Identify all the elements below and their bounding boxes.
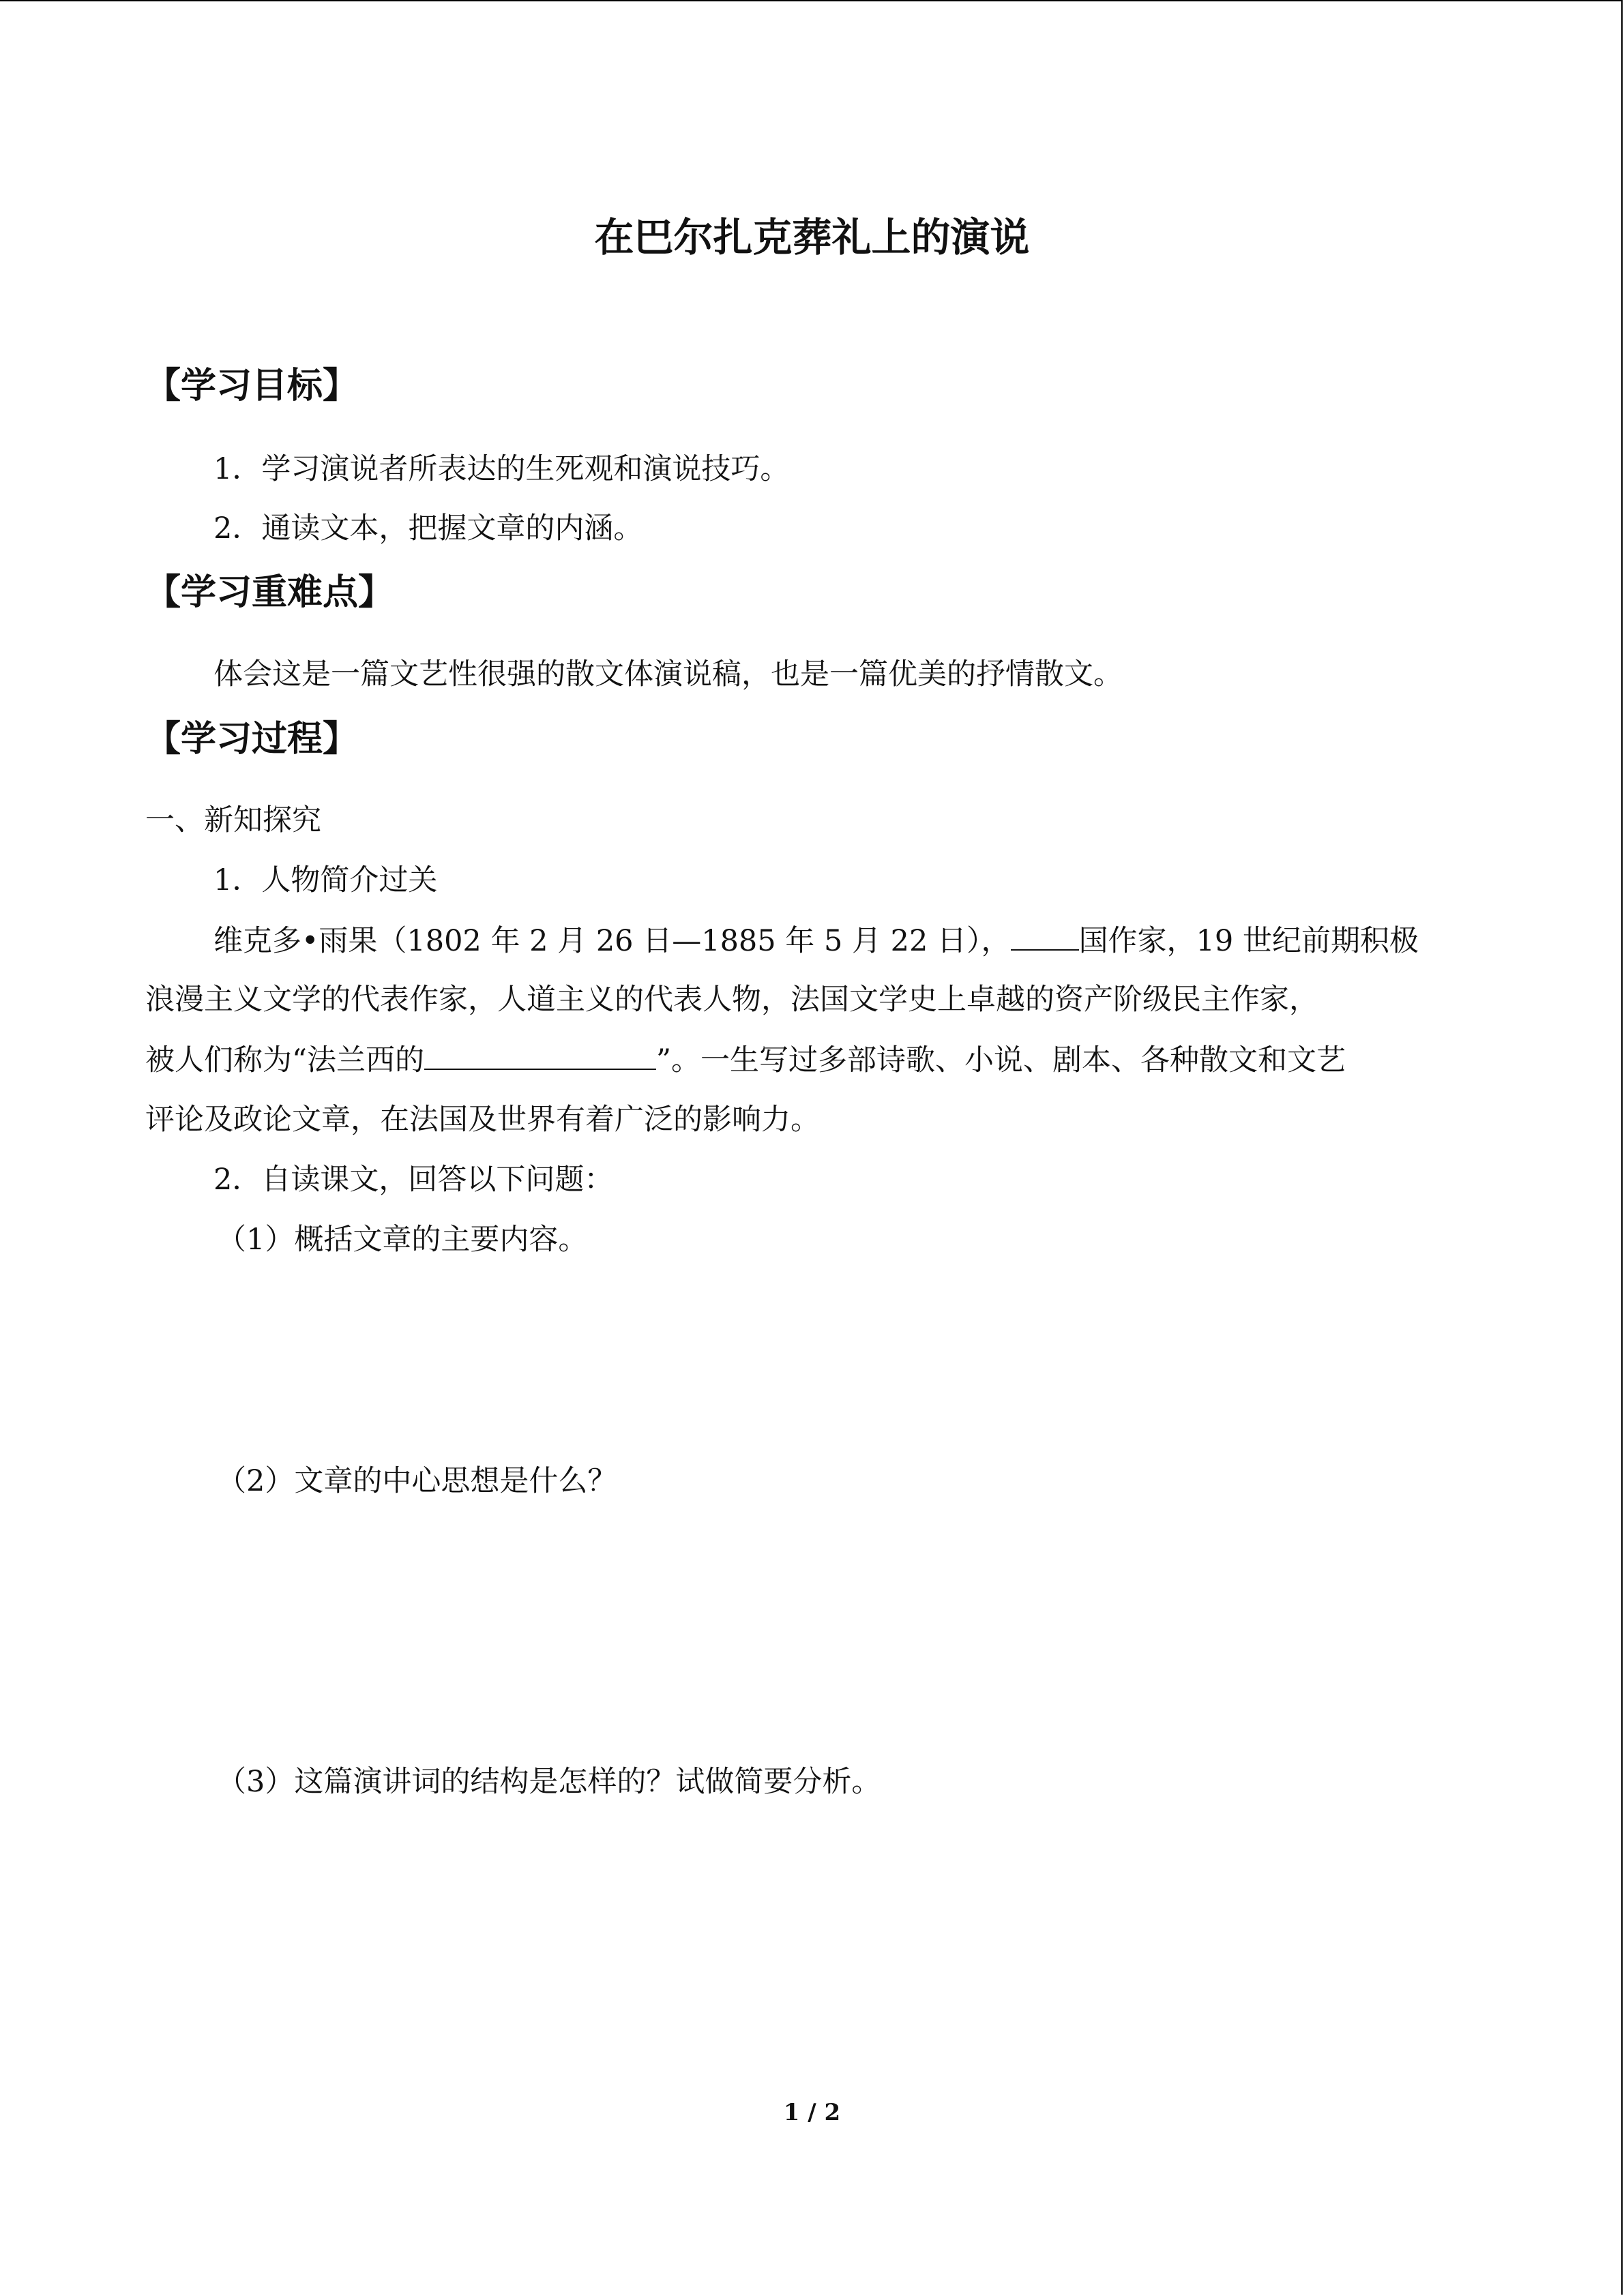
- question-1: （1）概括文章的主要内容。: [217, 1223, 588, 1257]
- bio-line-3-after: ”。一生写过多部诗歌、小说、剧本、各种散文和文艺: [655, 1043, 1346, 1077]
- objective-item-1: 1．学习演说者所表达的生死观和演说技巧。: [213, 452, 790, 486]
- part1-title: 一、新知探究: [145, 803, 321, 837]
- bio-line-3: [145, 1039, 1346, 1081]
- item1-title: 1．人物简介过关: [213, 863, 438, 897]
- objective-item-2: 2．通读文本，把握文章的内涵。: [213, 511, 643, 546]
- bio-line-1-after: 国作家，19 世纪前期积极: [1078, 924, 1419, 958]
- key-points-heading: 【学习重难点】: [145, 572, 394, 613]
- title-blank[interactable]: [424, 1039, 656, 1070]
- item2-title: 2．自读课文，回答以下问题：: [213, 1163, 614, 1197]
- bio-line-4: 评论及政论文章，在法国及世界有着广泛的影响力。: [145, 1103, 820, 1137]
- process-heading: 【学习过程】: [145, 719, 359, 760]
- question-3: （3）这篇演讲词的结构是怎样的？试做简要分析。: [217, 1765, 881, 1799]
- document-title: 在巴尔扎克葬礼上的演说: [594, 214, 1030, 260]
- nationality-blank[interactable]: [1011, 919, 1079, 951]
- bio-line-1-before: 维克多•雨果（1802 年 2 月 26 日—1885 年 5 月 22 日），: [213, 924, 1011, 958]
- bio-line-1: [213, 919, 1419, 961]
- bio-line-3-before: 被人们称为“法兰西的: [145, 1043, 424, 1077]
- page-number: 1 / 2: [783, 2099, 841, 2126]
- key-points-text: 体会这是一篇文艺性很强的散文体演说稿，也是一篇优美的抒情散文。: [213, 657, 1123, 691]
- bio-line-2: 浪漫主义文学的代表作家，人道主义的代表人物，法国文学史上卓越的资产阶级民主作家，: [145, 983, 1318, 1017]
- objectives-heading: 【学习目标】: [145, 366, 359, 406]
- question-2: （2）文章的中心思想是什么？: [217, 1464, 617, 1498]
